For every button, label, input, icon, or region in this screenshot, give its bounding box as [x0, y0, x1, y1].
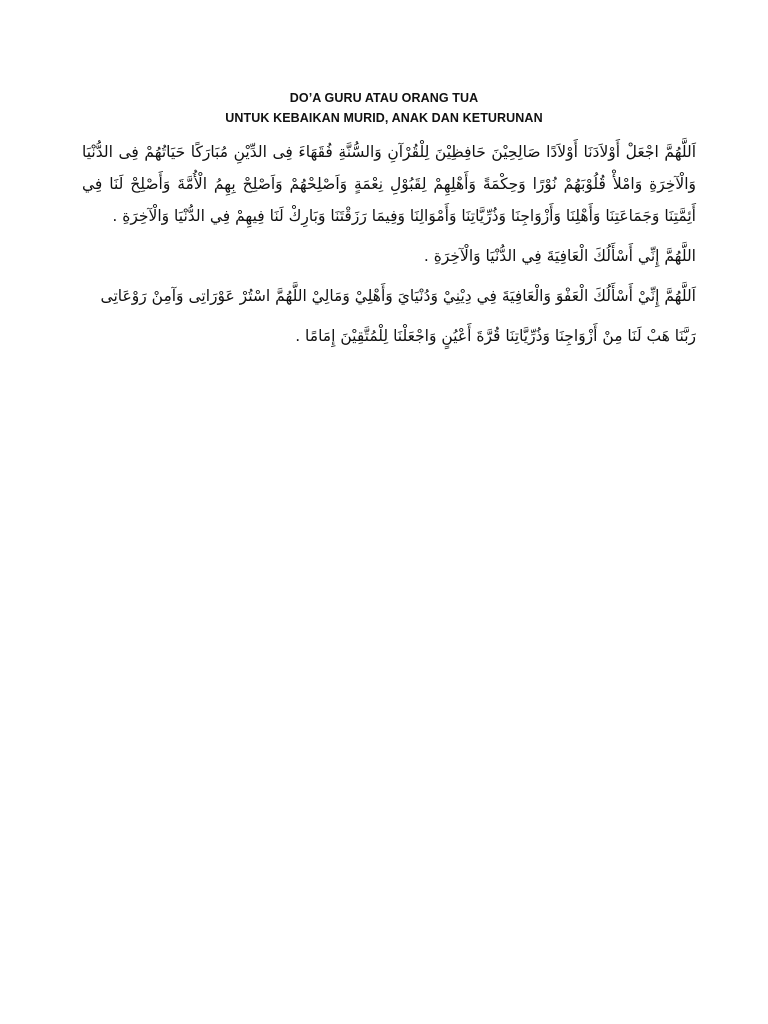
document-title: DO’A GURU ATAU ORANG TUA	[289, 91, 479, 105]
document-header	[0, 88, 768, 128]
prayer-paragraph-4: رَبَّنَا هَبْ لَنَا مِنْ أَزْوَاجِنَا وَذُرِّيَّاتِنَا قُرَّةَ أَعْيُنٍ وَاجْعَلْنَا لِلْمُتَّقِيْنَ إِمَامًا .	[295, 327, 696, 345]
prayer-paragraph-1: اَللَّهُمَّ اجْعَلْ أَوْلاَدَنَا أَوْلاَدًا صَالِحِيْنَ حَافِظِيْنَ لِلْقُرْآنِ وَالسُّنَّةِ فُقَهَاءَ فِى الدِّيْنِ مُبَارَكًا حَيَاتُهُمْ فِى الدُّنْيَا وَالْآخِرَةِ وَامْلأْ قُلُوْبَهُمْ نُوْرًا وَحِكْمَةً وَأَهْلِهِمْ لِقَبُوْلِ نِعْمَةٍ وَاَصْلِحْهُمْ وَاَصْلِحْ بِهِمُ الْأُمَّةَ وَأَصْلِحْ لَنَا فِي أَئِمَّتِنَا وَجَمَاعَتِنَا وَأَهْلِنَا وَأَزْوَاجِنَا وَذُرِّيَّاتِنَا وَأَمْوَالِنَا وَفِيمَا رَزَقْتَنَا وَبَارِكْ لَنَا فِيهِمْ فِي الدُّنْيَا وَالْآخِرَةِ .	[82, 143, 696, 225]
prayer-paragraph-2: اللَّهُمَّ إِنِّي أَسْأَلُكَ الْعَافِيَةَ فِي الدُّنْيَا وَالْآخِرَةِ .	[423, 247, 696, 265]
document-subtitle: UNTUK KEBAIKAN MURID, ANAK DAN KETURUNAN	[225, 111, 543, 125]
prayer-paragraph-3: اَللَّهُمَّ إِنِّيْ أَسْأَلُكَ الْعَفْوَ وَالْعَافِيَةَ فِي دِيْنِيْ وَدُنْيَايَ وَأَهْلِيْ وَمَالِيْ اللَّهُمَّ اسْتُرْ عَوْرَاتِى وَآمِنْ رَوْعَاتِى	[100, 287, 696, 305]
prayer-body	[82, 136, 696, 360]
